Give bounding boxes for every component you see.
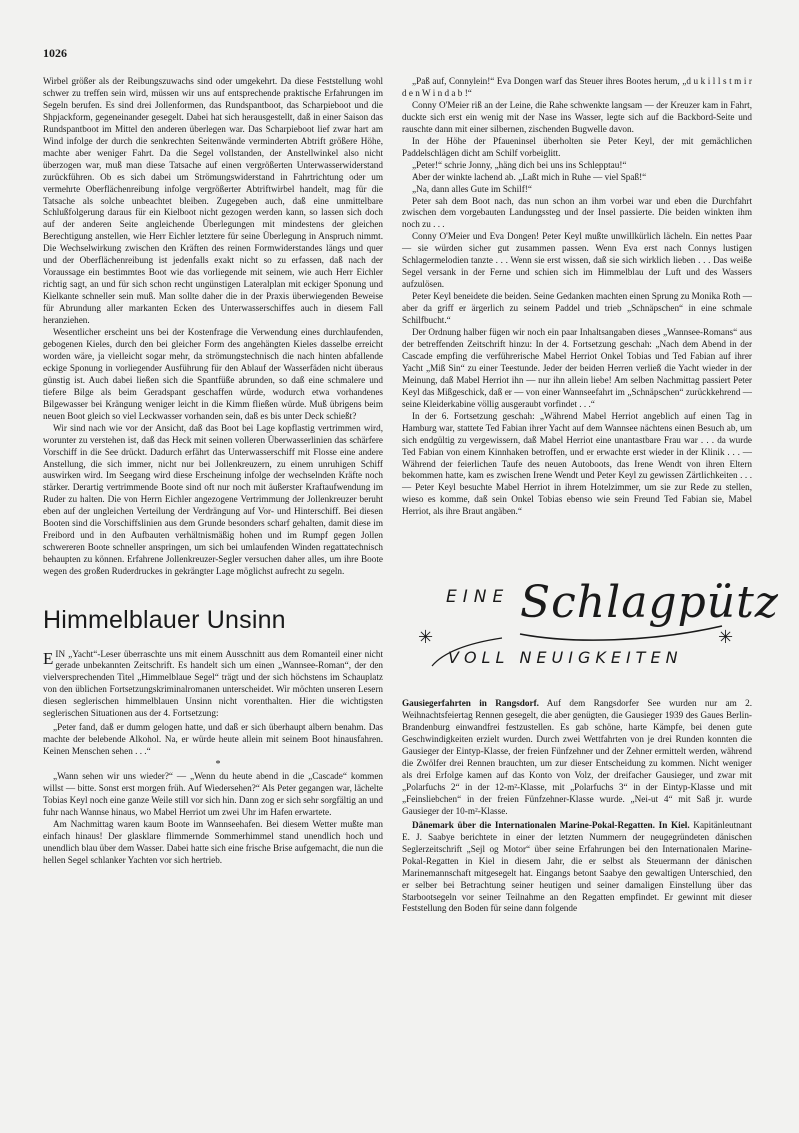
news-item-title: Gausiegerfahrten in Rangsdorf. [402, 698, 539, 709]
quote-paragraph: „Peter fand, daß er dumm gelogen hatte, und daß er sich überhaupt albern benahm. Das machte der belebende Alkohol. Na, er würde heute allein mit seinem Boot hinausfahren. Keinen Menschen sehen . . .“ [43, 722, 383, 757]
news-item [402, 820, 752, 916]
quote-paragraph: „Wann sehen wir uns wieder?“ — „Wenn du heute abend in die „Cascade“ kommen willst — bitte. Sonst erst morgen früh. Auf Wiedersehen?“ Als Peter gegangen war, lächelte Tobias Keyl noch eine ganze Weile still vor sich hin. Dann zog er sich sehr sorgfältig an und fuhr nach Wannse hinaus, wo Mabel Herriot um zwei Uhr im Hafen erwartete. [43, 771, 383, 817]
right-column [402, 76, 779, 915]
article-paragraph: Wesentlicher erscheint uns bei der Kostenfrage die Verwendung eines durchlaufenden, gebogenen Kieles, durch den bei gleicher Form des angehängten Kieles dasselbe erreicht worden wäre, ja vielleicht sogar mehr, da strömungstechnisch die nach hinten abfallende eckige Sponung in vorliegender Ausführung für den Ablauf der Wasserfäden nicht überaus günstig ist. Auch dabei ließen sich die Spantfüße abrunden, so daß eine schmalere und tiefere Bilge als beim Geradspant geschaffen würde, wodurch etwa vorhandenes Bilgewasser bei Krängung weniger leicht in die Kimm fließen würde. Muß übrigens beim neuen Boot gleich so viel Leckwasser vorhanden sein, daß es bis unter Deck schießt? [43, 327, 383, 421]
left-column [43, 76, 383, 867]
sparkle-left-icon: ✳ [418, 627, 434, 648]
story-paragraph: In der Höhe der Pfaueninsel überholten sie Peter Keyl, der mit gemächlichen Paddelschlägen dicht am Schilf vorbeiglitt. [402, 135, 752, 158]
story-paragraph: „Paß auf, Connylein!“ Eva Dongen warf das Steuer ihres Bootes herum, „d u k i l l s t m i r d e n W i n d a b !“ [402, 76, 752, 98]
summary-paragraph: In der 6. Fortsetzung geschah: „Während Mabel Herriot angeblich auf einen Tag in Hamburg war, stattete Ted Fabian ihrer Yacht auf dem Wannsee nächtens einen Besuch ab, um sich endgültig zu vergewissern, daß Mabel Herriot eine unantastbare Frau war . . . da wurde Ted Fabian von einem Kinnhaken betroffen, und er erwachte erst wieder in der Klinik . . . — Während der feierlichen Taufe des neuen Autoboots, das Irene Wendt von ihren Eltern bekommen hatte, kam es zwischen Irene Wendt und Peter Keyl zu gewissen Zärtlichkeiten . . . — Peter Keyl besuchte Mabel Herriot in ihrem Hotelzimmer, um sie zur Rede zu stellen, wieso es komme, daß sein Onkel Tobias ebenso wie sein Freund Ted Fabian sie, Mabel Herriot, als ihre Braut angäben.“ [402, 410, 752, 517]
news-item-title: Dänemark über die Internationalen Marine-Pokal-Regatten. In Kiel. [412, 819, 690, 830]
banner-eine: EINE [446, 587, 510, 608]
story-paragraph: Peter Keyl beneidete die beiden. Seine Gedanken machten einen Sprung zu Monika Roth — aber da griff er ärgerlich zu seinem Paddel und trieb „Schnäpschen“ in eine schmale Schilfbucht.“ [402, 291, 752, 326]
drop-cap: E [43, 648, 54, 668]
page-number: 1026 [43, 46, 67, 60]
article-headline: Himmelblauer Unsinn [43, 606, 286, 635]
intro-paragraph [43, 649, 383, 721]
intro-text: IN „Yacht“-Leser überraschte uns mit einem Ausschnitt aus dem Romanteil einer nicht gerade unbekannten Zeitschrift. Es handelt sich um einen „Wannsee-Roman“, der den vielversprechenden Titel „Himmelblaue Segel“ trägt und der sich höchstens im Schauplatz von den üblichen Fortsetzungskriminalromanen unterscheidet. Wir möchten unseren Lesern diesen seglerischen himmelblauen Unsinn nicht vorenthalten. Hier die wichtigsten seglerischen Situationen aus der 4. Fortsetzung: [43, 648, 383, 719]
article-paragraph: Wirbel größer als der Reibungszuwachs sind oder umgekehrt. Da diese Feststellung wohl schwer zu treffen sein wird, müssen wir uns auf entsprechende praktische Erfahrungen im Segeln berufen. Es sind drei Jollenformen, das Rundspantboot, das Scharpieboot und die Shpjackform, gegeneinander gesegelt. Dabei hat sich herausgestellt, daß in einer Saison das Rundspantboot im Mittel den anderen überlegen war. Das Scharpieboot lief zwar hart am Wind infolge der durch die senkrechten Seitenwände verminderten Abtrift größere Höhe, machte aber weniger Fahrt. Da die Segel vollstanden, der Anstellwinkel also nicht überzogen war, muß man diese Tatsache auf einen vergrößerten Unterwasserwiderstand zurückführen. Ob es sich dabei um Strömungswiderstand in Fahrtrichtung oder um vermehrte Oberflächenreibung infolge vergrößerter Abtriftwirbel handelt, mag für die Tatsache als solche unbeachtet bleiben. Zugegeben auch, daß eine unmittelbare Schlußfolgerung daraus für ein Kielboot nicht gezogen werden kann, so lassen sich doch auf der anderen Seite angleichende Überlegungen mit mindestens der gleichen Berechtigung anstellen, wie Herr Eichler letztere für seine Überlegung in Anspruch nimmt. Die Wechselwirkung zwischen den Kräften des reinen Formwiderstandes längs und quer und der Oberflächenreibung ist jedenfalls exakt nicht so zu erfassen, daß nach der Voraussage ein bestimmtes Boot wie das vorliegende mit seinem, wie auch Herr Eichler richtig sagt, an und für sich schon recht ungünstigen Lateralplan mit eckiger Sponung und Kielkante schneller sein muß. Man sollte daher die in der Praxis überwiegenden Beweise für Abrundung aller markanten Ecken des Unterwasserschiffes auch in diesem Fall heranziehen. [43, 76, 383, 326]
story-paragraph: Conny O'Meier und Eva Dongen! Peter Keyl mußte unwillkürlich lächeln. Ein nettes Paar — sie würden sicher gut zusammen passen. Wenn Eva erst nach Connys lustigen Schlagermelodien tanzte . . . Wenn sie erst wissen, daß sie sich wirklich lieben . . . Das weiße Segel versank in der Ferne und schien sich im Himmelblau der Luft und des Wassers aufzulösen. [402, 231, 752, 290]
news-item-text: Kapitänleutnant E. J. Saabye berichtete in einer der letzten Nummern der neugegründeten dänischen Seglerzeitschrift „Sejl og Motor“ über seine Erfahrungen bei den Internationalen Marine-Pokal-Regatten in Kiel in diesem Jahr, die er selbst als Steuermann der dänischen Marinemannschaft mitgesegelt hat. Eingangs betont Saabye den gewaltigen Unterschied, den er selber bei Betrachtung seiner heutigen und seiner damaligen Einstellung über das Starbootsegeln vor seiner Teilnahme an den Regatten empfindet. Er gewinnt mit dieser Feststellung den Boden für seine dann folgende [402, 819, 752, 914]
section-banner [402, 574, 779, 684]
story-paragraph: „Peter!“ schrie Jonny, „häng dich bei uns ins Schlepptau!“ [412, 159, 627, 170]
story-paragraph: Conny O'Meier riß an der Leine, die Rahe schwenkte langsam — der Kreuzer kam in Fahrt, duckte sich erst ein wenig mit der Nase ins Wasser, legte sich auf die Backbord-Seite und rauschte dann mit einer silbernen, zischenden Bugwelle davon. [402, 99, 752, 134]
banner-script-title: Schlagpütz [520, 577, 779, 629]
news-item [402, 698, 752, 818]
banner-voll-neuigkeiten: VOLL NEUIGKEITEN [448, 648, 683, 668]
article-paragraph: Wir sind nach wie vor der Ansicht, daß das Boot bei Lage kopflastig vertrimmen wird, worunter zu verstehen ist, daß das Heck mit seinen volleren Überwasserlinien das schärfere Vorschiff in die See drückt. Dadurch erfährt das Unterwasserschiff mit Flosse eine andere Anstellung, die sich immer, nicht nur bei Jollenkreuzern, zu einem unruhigen Schiff auswirken wird. Im Seegang wird diese Erscheinung infolge der wechselnden Kräfte noch stärker. Derartig vertrimmende Boote sind oft nur noch mit äußerster Kraftaufwendung im Ruder zu halten. Die von Herrn Eichler angezogene Vertrimmung der Jollenkreuzer beruht eben auf der ungleichen Verteilung der Verdrängung auf Vor- und Hinterschiff. Bei diesen Booten sind die Vorschiffslinien aus dem Grunde besonders scharf gehalten, damit diese im Freibord und in den Aufbauten verhältnismäßig hohen und im Rumpf gegen Jollen schwereren Boote schneller anspringen, um sich bei umlaufenden Winden regattatechnisch behaupten zu können. Erfahrene Jollenkreuzer-Segler versuchen daher alles, um ihre Boote wegen des großen Ruderdruckes in gekrängter Lage möglichst aufrecht zu segeln. [43, 422, 383, 577]
section-separator: * [215, 759, 221, 771]
sparkle-right-icon: ✳ [718, 627, 734, 648]
news-item-text: Auf dem Rangsdorfer See wurden nur am 2. Weihnachtsfeiertag Rennen gesegelt, die aber genügten, die Gausieger 1939 des Gaues Berlin-Brandenburg einwandfrei festzustellen. Es gab schöne, harte Kämpfe, bei denen gute Geschwindigkeiten erzielt wurden. Durch zwei Wettfahrten von je drei Runden konnten die Gausieger der Eintyp-Klasse, der freien Fünfzehner und der Zehner ermittelt werden, während die Zwölfer drei Rennen brauchten, um zur dieser Entscheidung zu kommen. Nicht weniger als drei Erfolge kamen auf das Konto von Volz, der dreifacher Gausieger, und zwar mit „Polarfuchs 2“ in der 12-m²-Klasse, mit „Polarfuchs 3“ in der Eintyp-Klasse und mit „Feinsliebchen“ in der freien Fünfzehner-Klasse wurde. „Nei-ut 4“ mit Saß jr. wurde Gausieger der 10-m²-Klasse. [402, 698, 752, 816]
story-paragraph: Peter sah dem Boot nach, das nun schon an ihm vorbei war und eben die Durchfahrt zwischen dem vorgebauten Landungssteg und der Insel passierte. Die beiden winkten ihm noch zu . . . [402, 195, 752, 230]
quote-paragraph: Am Nachmittag waren kaum Boote im Wannseehafen. Bei diesem Wetter mußte man einfach hinaus! Der glasklare flimmernde Sommerhimmel stand unendlich hoch und unendlich blau über dem Wasser. Dabei hatte sich eine frische Brise aufgemacht, die nun die hellen Segel schlanker Yachten vor sich hertrieb. [43, 818, 383, 865]
story-paragraph: Aber der winkte lachend ab. „Laßt mich in Ruhe — viel Spaß!“ [412, 171, 647, 182]
summary-paragraph: Der Ordnung halber fügen wir noch ein paar Inhaltsangaben dieses „Wannsee-Romans“ aus der betreffenden Zeitschrift hinzu: In der 4. Fortsetzung geschah: „Nach dem Abend in der Cascade empfing die verführerische Mabel Herriot Onkel Tobias und Ted Fabian auf ihrer Yacht „Miß Sin“ zu einer Teestunde. Jeder der beiden Herren verließ die Yacht wieder in der Meinung, daß Mabel Herriot ihn — nur ihn allein liebe! Am selben Nachmittag passiert Peter Keyl das Mißgeschick, daß er — von einer Wannseefahrt im „Schnäpschen“ zurückkehrend — seine Kleiderkabine völlig ausgeraubt vorfindet . . .“ [402, 327, 752, 409]
story-paragraph: „Na, dann alles Gute im Schilf!“ [412, 183, 532, 194]
